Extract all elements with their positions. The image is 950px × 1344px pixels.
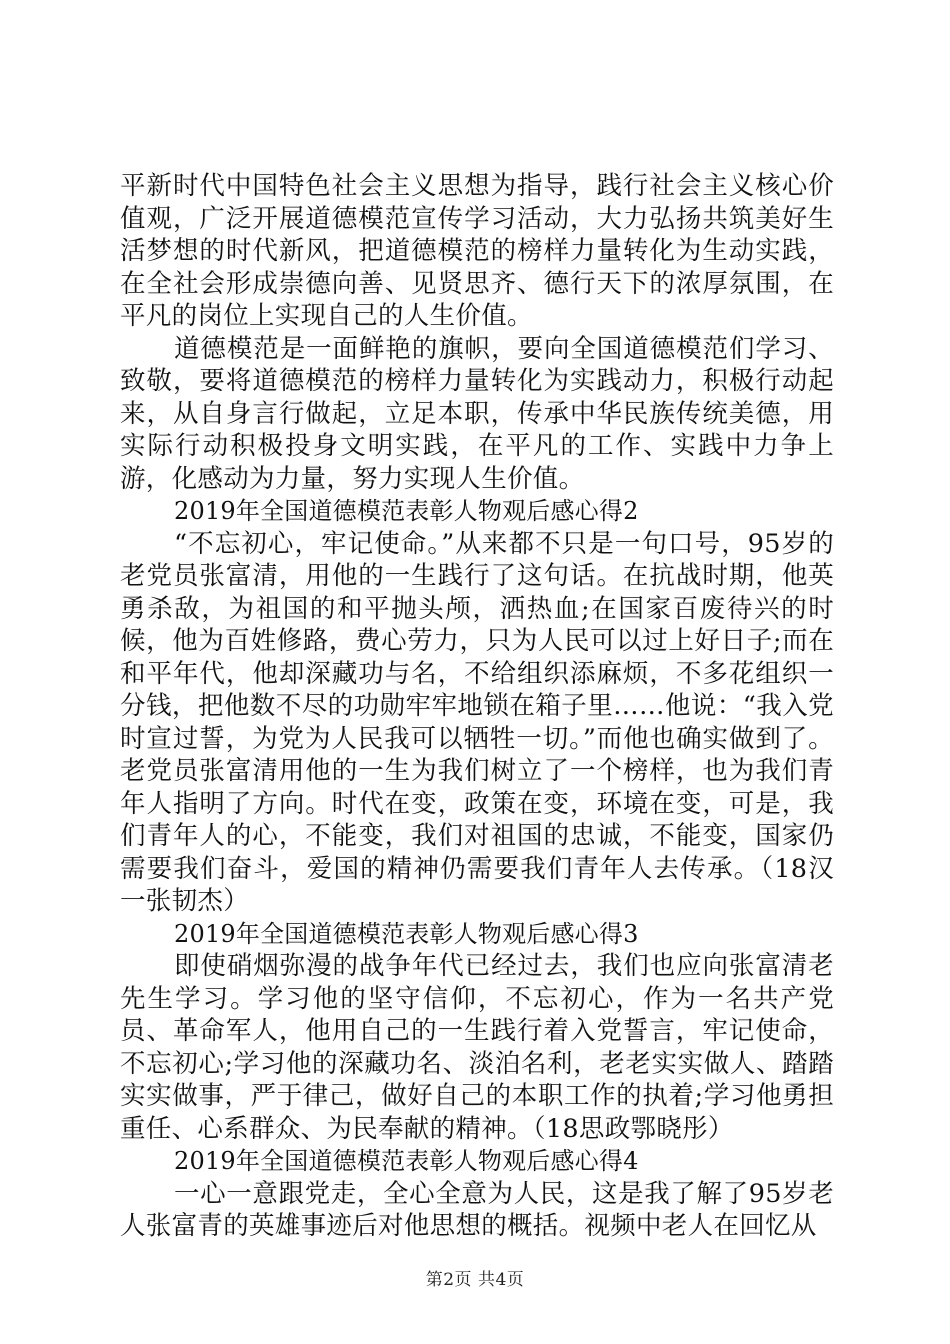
section-heading-4: 2019年全国道德模范表彰人物观后感心得4 xyxy=(174,1147,639,1175)
paragraph-3: “不忘初心，牢记使命。”从来都不只是一句口号，95岁的老党员张富清，用他的一生践行了这句话。在抗战时期，他英勇杀敌，为祖国的和平抛头颅，洒热血;在国家百废待兴的时候，他为百姓修路，费心劳力，只为人民可以过上好日子;而在和平年代，他却深藏功与名，不给组织添麻烦，不多花组织一分钱，把他数不尽的功勋牢牢地锁在箱子里……他说：“我入党时宣过誓，为党为人民我可以牺牲一切。”而他也确实做到了。老党员张富清用他的一生为我们树立了一个榜样，也为我们青年人指明了方向。时代在变，政策在变，环境在变，可是，我们青年人的心，不能变，我们对祖国的忠诚，不能变，国家仍需要我们奋斗，爱国的精神仍需要我们青年人去传承。（18汉一张韧杰） xyxy=(120,528,834,916)
paragraph-5: 一心一意跟党走，全心全意为人民，这是我了解了95岁老人张富青的英雄事迹后对他思想的概括。视频中老人在回忆从 xyxy=(120,1178,834,1241)
paragraph-4: 即使硝烟弥漫的战争年代已经过去，我们也应向张富清老先生学习。学习他的坚守信仰，不忘初心，作为一名共产党员、革命军人，他用自己的一生践行着入党誓言，牢记使命，不忘初心;学习他的深藏功名、淡泊名利，老老实实做人、踏踏实实做事，严于律己，做好自己的本职工作的执着;学习他勇担重任、心系群众、为民奉献的精神。（18思政鄂晓彤） xyxy=(120,951,834,1144)
section-heading-2: 2019年全国道德模范表彰人物观后感心得2 xyxy=(174,497,639,525)
document-body xyxy=(120,170,834,1243)
paragraph-2: 道德模范是一面鲜艳的旗帜，要向全国道德模范们学习、致敬，要将道德模范的榜样力量转化为实践动力，积极行动起来，从自身言行做起，立足本职，传承中华民族传统美德，用实际行动积极投身文明实践，在平凡的工作、实践中力争上游，化感动为力量，努力实现人生价值。 xyxy=(120,333,834,494)
page-number-footer: 第2页 共4页 xyxy=(425,1270,525,1290)
section-heading-3: 2019年全国道德模范表彰人物观后感心得3 xyxy=(174,919,639,948)
paragraph-1: 平新时代中国特色社会主义思想为指导，践行社会主义核心价值观，广泛开展道德模范宣传学习活动，大力弘扬共筑美好生活梦想的时代新风，把道德模范的榜样力量转化为生动实践，在全社会形成崇德向善、见贤思齐、德行天下的浓厚氛围，在平凡的岗位上实现自己的人生价值。 xyxy=(120,171,834,331)
